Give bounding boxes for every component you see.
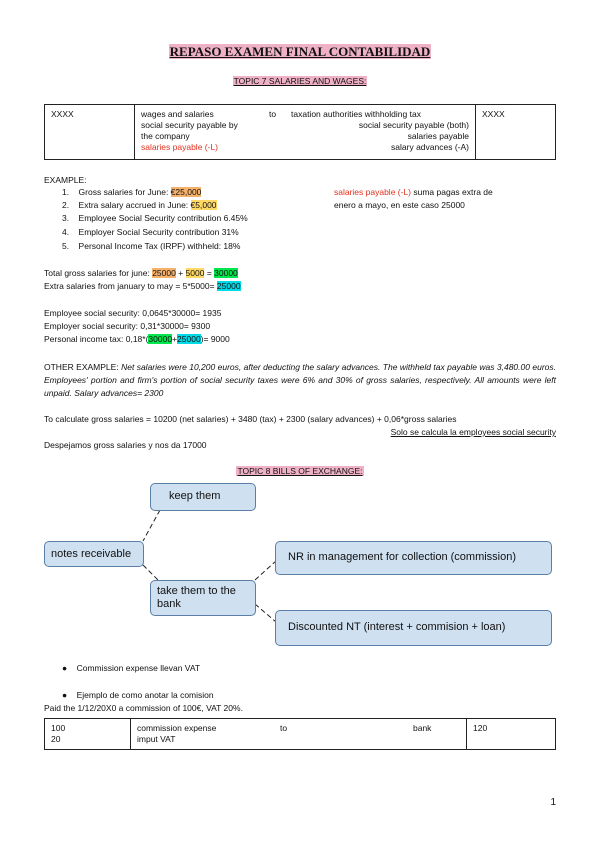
connector-nr: [255, 561, 276, 580]
example-heading: EXAMPLE:: [44, 175, 87, 185]
table1-middle: wages and salaries to taxation authorities withholding tax social security payable by social security payable (both) the company salaries payable salaries payable (-L) salary advances (-A): [135, 105, 476, 160]
notes-receivable-node: notes receivable: [44, 541, 144, 567]
example-note: salaries payable (-L) suma pagas extra de: [334, 187, 493, 197]
table1-right: XXXX: [476, 105, 556, 160]
list-item: 4. Employer Social Security contribution 31%: [62, 227, 239, 237]
page-title: REPASO EXAMEN FINAL CONTABILIDAD: [169, 44, 431, 59]
topic7-heading: TOPIC 7 SALARIES AND WAGES:: [233, 76, 367, 86]
connector-take: [143, 565, 158, 580]
table1-left: XXXX: [45, 105, 135, 160]
total-gross-line: Total gross salaries for june: 25000 + 5000 = 30000: [44, 268, 238, 278]
discounted-node: Discounted NT (interest + commision + loan): [275, 610, 552, 646]
table2-right: 120: [467, 719, 556, 750]
topic8-heading: TOPIC 8 BILLS OF EXCHANGE:: [237, 466, 363, 476]
employee-ss-line: Employee social security: 0,0645*30000= 1935: [44, 308, 222, 318]
page-number: 1: [550, 797, 556, 808]
bullet-ejemplo: ● Ejemplo de como anotar la comision: [62, 690, 214, 700]
commission-journal-table: [44, 718, 556, 750]
keep-them-node: keep them: [150, 483, 256, 511]
pit-line: Personal income tax: 0,18*(30000+25000)= 9000: [44, 334, 230, 344]
list-item: 5. Personal Income Tax (IRPF) withheld: 18%: [62, 241, 241, 251]
formula-note: Solo se calcula la employees social security: [390, 427, 556, 437]
bullet-dot-icon: ●: [62, 663, 68, 673]
connector-discounted: [255, 604, 276, 622]
list-item: 2. Extra salary accrued in June: €5,000: [62, 200, 217, 210]
bullet-dot-icon: ●: [62, 690, 68, 700]
table2-middle: commission expense to bank imput VAT: [131, 719, 467, 750]
bullet-vat: ● Commission expense llevan VAT: [62, 663, 201, 673]
list-item: 1. Gross salaries for June: €25,000: [62, 187, 202, 197]
nr-management-node: NR in management for collection (commission): [275, 541, 552, 575]
table2-left: 100 20: [45, 719, 131, 750]
extra-salaries-line: Extra salaries from january to may = 5*5000= 25000: [44, 281, 241, 291]
take-to-bank-node: take them to the bank: [150, 580, 256, 616]
example-note-line2: enero a mayo, en este caso 25000: [334, 200, 465, 210]
list-item: 3. Employee Social Security contribution 6.45%: [62, 213, 248, 223]
connector-keep: [143, 510, 160, 541]
other-example: OTHER EXAMPLE: Net salaries were 10,200 euros, after deducting the salary advances. The withheld tax payable was 3,480.00 euros. Employees' portion and firm's portion of social security taxes were 6% and 30% of gross salaries, respectively. All amounts were left unpaid. Salary advances= 2300: [44, 362, 556, 398]
paid-line: Paid the 1/12/20X0 a commission of 100€, VAT 20%.: [44, 703, 243, 713]
despejamos-line: Despejamos gross salaries y nos da 17000: [44, 440, 207, 450]
gross-formula: To calculate gross salaries = 10200 (net salaries) + 3480 (tax) + 2300 (salary advances) + 0,06*gross salaries: [44, 414, 457, 424]
employer-ss-line: Employer social security: 0,31*30000= 9300: [44, 321, 211, 331]
